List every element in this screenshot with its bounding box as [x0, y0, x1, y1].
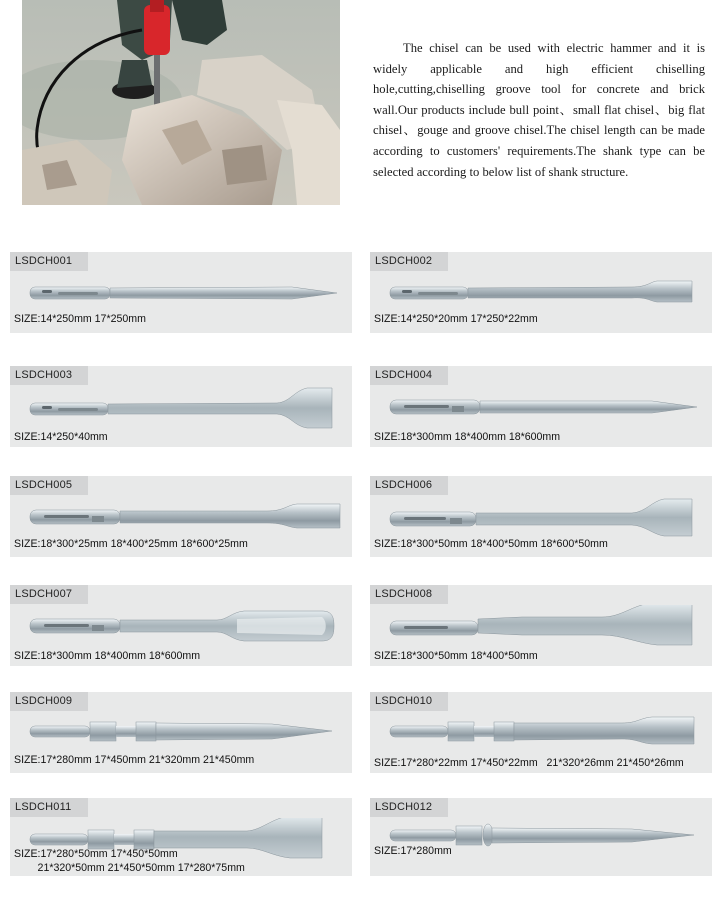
- product-code: LSDCH007: [10, 585, 88, 604]
- product-size: SIZE:18*300mm 18*400mm 18*600mm: [14, 650, 201, 662]
- product-code: LSDCH008: [370, 585, 448, 604]
- product-card-lsdch006: [370, 476, 712, 557]
- chisel-bull-point-image: [382, 386, 704, 434]
- product-size: SIZE:14*250*40mm: [14, 431, 108, 443]
- product-card-lsdch009: [10, 692, 352, 773]
- product-code: LSDCH012: [370, 798, 448, 817]
- product-card-lsdch008: [370, 585, 712, 666]
- product-code: LSDCH004: [370, 366, 448, 385]
- product-size: SIZE:17*280mm 17*450mm 21*320mm 21*450mm: [14, 754, 255, 766]
- product-card-lsdch010: [370, 692, 712, 773]
- chisel-wide-flat-image: [22, 386, 344, 434]
- product-card-lsdch004: [370, 366, 712, 447]
- product-size: SIZE:18*300mm 18*400mm 18*600mm: [374, 431, 561, 443]
- product-card-lsdch005: [10, 476, 352, 557]
- product-size: SIZE:14*250*20mm 17*250*22mm: [374, 313, 538, 325]
- chisel-hex-collar-point-image: [382, 818, 704, 866]
- product-size: SIZE:18*300*25mm 18*400*25mm 18*600*25mm: [14, 538, 248, 550]
- product-card-lsdch007: [10, 585, 352, 666]
- product-code: LSDCH005: [10, 476, 88, 495]
- product-card-lsdch012: [370, 798, 712, 876]
- product-code: LSDCH010: [370, 692, 448, 711]
- product-card-lsdch011: [10, 798, 352, 876]
- product-size: SIZE:17*280*50mm 17*450*50mm 21*320*50mm 21*450*50mm 17*280*75mm: [14, 848, 245, 874]
- product-size: SIZE:14*250mm 17*250mm: [14, 313, 146, 325]
- chisel-wide-flat-image: [382, 605, 704, 653]
- product-code: LSDCH001: [10, 252, 88, 271]
- intro-paragraph: The chisel can be used with electric hammer and it is widely applicable and high efficient chiselling hole,cutting,chiselling groove tool for concrete and brick wall.Our products include bull point、small flat chisel、big flat chisel、gouge and groove chisel.The chisel length can be made according to customers' requirements.The shank type can be selected according to below list of shank structure.: [373, 41, 705, 179]
- chisel-gouge-image: [22, 605, 344, 653]
- hero-photo: [22, 0, 340, 205]
- product-size: SIZE:17*280*22mm 17*450*22mm 21*320*26mm 21*450*26mm: [374, 757, 684, 769]
- product-card-lsdch001: [10, 252, 352, 333]
- product-size: SIZE:17*280mm: [374, 845, 452, 857]
- product-code: LSDCH011: [10, 798, 88, 817]
- product-code: LSDCH003: [10, 366, 88, 385]
- product-code: LSDCH002: [370, 252, 448, 271]
- product-size: SIZE:18*300*50mm 18*400*50mm: [374, 650, 538, 662]
- product-code: LSDCH009: [10, 692, 88, 711]
- product-card-lsdch002: [370, 252, 712, 333]
- product-size: SIZE:18*300*50mm 18*400*50mm 18*600*50mm: [374, 538, 608, 550]
- chisel-hex-flat-image: [382, 712, 704, 760]
- product-card-lsdch003: [10, 366, 352, 447]
- product-code: LSDCH006: [370, 476, 448, 495]
